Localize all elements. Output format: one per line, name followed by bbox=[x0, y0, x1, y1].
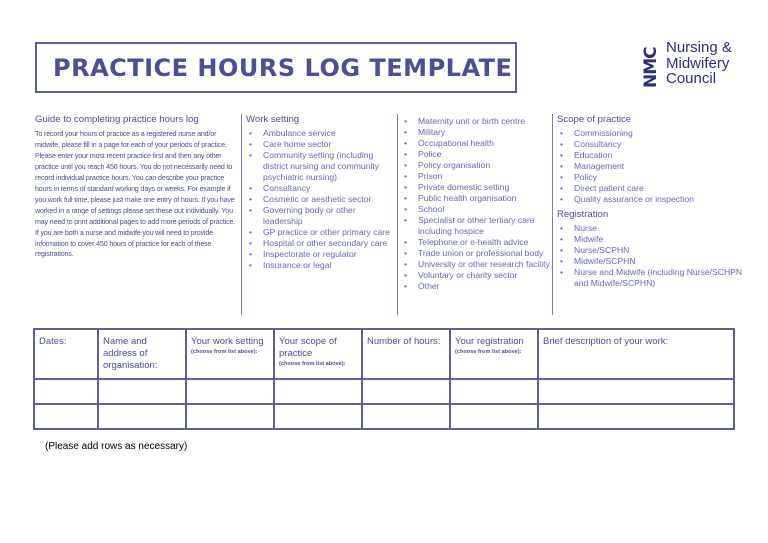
title-box bbox=[35, 42, 517, 93]
list-item: • Consultancy bbox=[557, 139, 747, 150]
scope-heading: Scope of practice bbox=[557, 114, 632, 125]
list-item: • Hospital or other secondary care bbox=[246, 238, 392, 249]
header-dates bbox=[34, 329, 98, 379]
divider bbox=[397, 114, 398, 315]
list-item: • Quality assurance or inspection bbox=[557, 194, 747, 205]
list-item: • Nurse bbox=[557, 223, 747, 234]
list-item: • Maternity unit or birth centre bbox=[401, 116, 551, 127]
list-item: • Management bbox=[557, 161, 747, 172]
list-item: • Nurse and Midwife (including Nurse/SCHPN and Midwife/SCPHN) bbox=[557, 267, 747, 289]
guide-section bbox=[35, 114, 237, 260]
logo-line: Midwifery bbox=[666, 54, 730, 72]
list-item: • Occupational health bbox=[401, 138, 551, 149]
logo-line: Council bbox=[666, 70, 717, 87]
add-rows-note: (Please add rows as necessary) bbox=[45, 441, 188, 452]
table-cell[interactable] bbox=[98, 404, 186, 429]
table-row bbox=[34, 379, 734, 404]
header-label: Your scope of practice bbox=[279, 336, 337, 359]
list-item: • Insurance or legal bbox=[246, 260, 392, 271]
header-label: Number of hours: bbox=[367, 336, 441, 347]
list-item: • University or other research facility bbox=[401, 259, 551, 270]
list-item: • Midwife/SCPHN bbox=[557, 256, 747, 267]
list-item: • Policy bbox=[557, 172, 747, 183]
list-item: • Education bbox=[557, 150, 747, 161]
header-hint: (choose from list above): bbox=[279, 361, 346, 367]
table-cell[interactable] bbox=[362, 379, 450, 404]
header-label: Your work setting bbox=[191, 336, 264, 347]
guide-heading: Guide to completing practice hours log bbox=[35, 114, 199, 125]
list-item: • School bbox=[401, 204, 551, 215]
guide-body: To record your hours of practice as a registered nurse and/or midwife, please fill in a page for each of your periods of practice. Please enter your most recent practice first and then any other practice until you reach 450 hours. You do not necessarily need to record individual practice hours. You can describe your practice hours in terms of standard working days or weeks. For example if you work full time, please just make one entry of hours. If you have worked in a range of settings please set these out individually. You may need to print additional pages to add more periods of practice. If you are both a nurse and midwife you will need to provide information to cover 450 hours of practice for each of these registrations. bbox=[35, 130, 236, 259]
page-title: PRACTICE HOURS LOG TEMPLATE bbox=[53, 53, 513, 82]
divider bbox=[241, 114, 242, 315]
header-scope bbox=[274, 329, 362, 379]
list-item: • GP practice or other primary care bbox=[246, 227, 392, 238]
header-registration bbox=[450, 329, 538, 379]
list-item: • Midwife bbox=[557, 234, 747, 245]
practice-hours-table bbox=[33, 328, 735, 430]
list-item: • Other bbox=[401, 281, 551, 292]
nmc-logo-text bbox=[666, 40, 732, 87]
list-item: • Prison bbox=[401, 171, 551, 182]
list-item: • Ambulance service bbox=[246, 128, 392, 139]
list-item: • Commissioning bbox=[557, 128, 747, 139]
nmc-logo bbox=[641, 40, 751, 96]
header-label: Dates: bbox=[39, 336, 67, 347]
table-cell[interactable] bbox=[34, 379, 98, 404]
logo-line: Nursing & bbox=[666, 39, 732, 56]
work-setting-section-continued bbox=[401, 116, 551, 292]
table-cell[interactable] bbox=[538, 379, 734, 404]
header-label: Name and address of organisation: bbox=[103, 336, 158, 371]
list-item: • Military bbox=[401, 127, 551, 138]
list-item: • Telephone or e-health advice bbox=[401, 237, 551, 248]
header-hours bbox=[362, 329, 450, 379]
list-item: • Private domestic setting bbox=[401, 182, 551, 193]
table-cell[interactable] bbox=[98, 379, 186, 404]
list-item: • Trade union or professional body bbox=[401, 248, 551, 259]
table-cell[interactable] bbox=[450, 404, 538, 429]
work-setting-heading: Work setting bbox=[246, 114, 300, 125]
list-item: • Community setting (including district nursing and community psychiatric nursing) bbox=[246, 150, 392, 183]
list-item: • Governing body or other leadership bbox=[246, 205, 392, 227]
list-item: • Nurse/SCPHN bbox=[557, 245, 747, 256]
list-item: • Policy organisation bbox=[401, 160, 551, 171]
list-item: • Voluntary or charity sector bbox=[401, 270, 551, 281]
header-organisation bbox=[98, 329, 186, 379]
table-cell[interactable] bbox=[34, 404, 98, 429]
registration-list bbox=[557, 223, 747, 289]
table-cell[interactable] bbox=[186, 379, 274, 404]
header-label: Brief description of your work: bbox=[543, 336, 669, 347]
table-cell[interactable] bbox=[274, 404, 362, 429]
list-item: • Police bbox=[401, 149, 551, 160]
table-header-row bbox=[34, 329, 734, 379]
divider bbox=[552, 114, 553, 315]
header-label: Your registration bbox=[455, 336, 524, 347]
list-item: • Inspectorate or regulator bbox=[246, 249, 392, 260]
nmc-logo-mark: NMC bbox=[641, 47, 661, 89]
list-item: • Consultancy bbox=[246, 183, 392, 194]
list-item: • Public health organisation bbox=[401, 193, 551, 204]
scope-of-practice-section bbox=[557, 114, 747, 289]
list-item: • Cosmetic or aesthetic sector bbox=[246, 194, 392, 205]
list-item: • Specialist or other tertiary care including hospice bbox=[401, 215, 551, 237]
header-description bbox=[538, 329, 734, 379]
work-setting-list-continued bbox=[401, 116, 551, 292]
scope-list bbox=[557, 128, 747, 205]
table-cell[interactable] bbox=[186, 404, 274, 429]
list-item: • Care home sector bbox=[246, 139, 392, 150]
work-setting-section bbox=[246, 114, 392, 271]
header-hint: (choose from list above): bbox=[455, 349, 522, 355]
table-row bbox=[34, 404, 734, 429]
list-item: • Direct patient care bbox=[557, 183, 747, 194]
table-cell[interactable] bbox=[274, 379, 362, 404]
registration-heading: Registration bbox=[557, 209, 609, 220]
table-cell[interactable] bbox=[362, 404, 450, 429]
work-setting-list bbox=[246, 128, 392, 271]
table-cell[interactable] bbox=[450, 379, 538, 404]
header-hint: (choose from list above): bbox=[191, 349, 258, 355]
header-work-setting bbox=[186, 329, 274, 379]
table-cell[interactable] bbox=[538, 404, 734, 429]
